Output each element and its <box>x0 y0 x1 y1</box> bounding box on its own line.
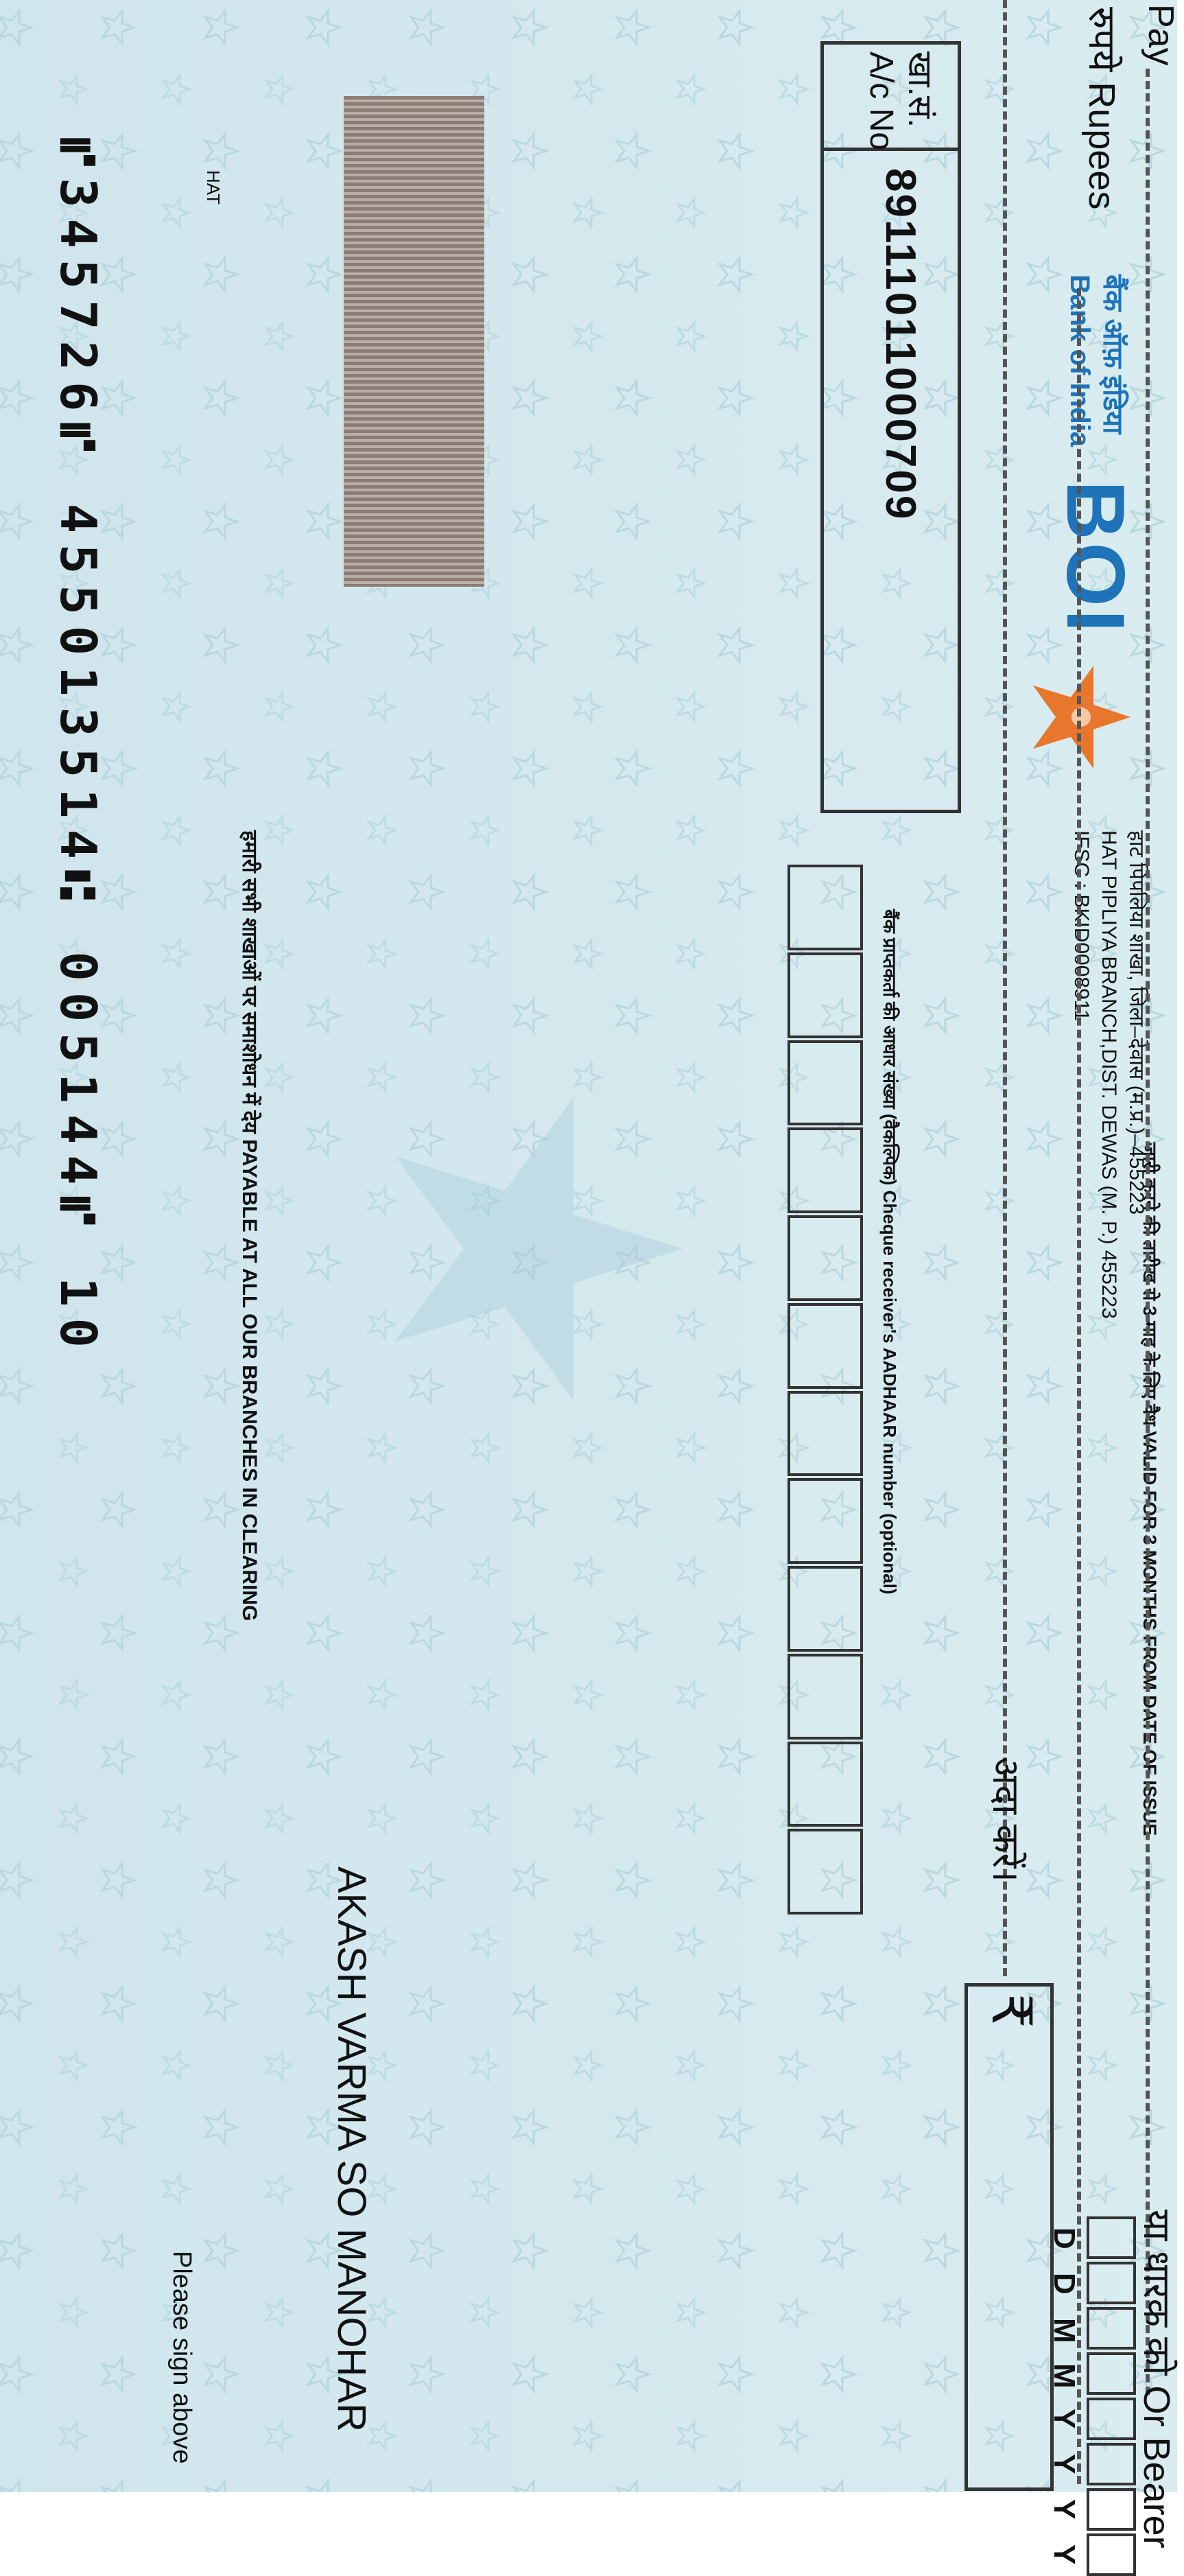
amount-words-line-2[interactable] <box>1003 0 1007 1976</box>
aadhaar-cell[interactable] <box>788 1566 863 1652</box>
aadhaar-cell[interactable] <box>788 1478 863 1564</box>
bank-abbr: BOI <box>1050 480 1141 635</box>
rupees-label-english: Rupees <box>1081 82 1122 210</box>
account-holder-name: AKASH VARMA SO MANOHAR <box>329 1866 374 2432</box>
account-label-hindi: खा.सं. <box>901 51 938 128</box>
aadhaar-cell[interactable] <box>788 1654 863 1740</box>
account-label-english: A/c No <box>863 51 899 151</box>
aadhaar-cell[interactable] <box>788 865 863 950</box>
date-cell[interactable] <box>1087 2488 1136 2531</box>
date-label: D <box>1047 2227 1081 2249</box>
pay-amount-label: अदा करें। <box>985 1757 1026 1882</box>
bank-logo <box>1013 274 1141 796</box>
aadhaar-cell[interactable] <box>788 1040 863 1126</box>
sign-prompt: Please sign above <box>167 2251 196 2464</box>
micr-line: ⑈345726⑈ 455013514⑆ 005144⑈ 10 <box>49 137 107 1359</box>
bank-name-hindi: बैंक ऑफ़ इंडिया <box>1098 274 1128 434</box>
date-cell[interactable] <box>1087 2443 1136 2485</box>
date-cell[interactable] <box>1087 2533 1136 2576</box>
aadhaar-cell[interactable] <box>788 1391 863 1477</box>
rupee-symbol: ₹ <box>981 1993 1042 2028</box>
aadhaar-label: बैंक प्राप्तकर्ता की आधार संख्या (वैकल्पिक) Cheque receiver's AADHAAR number (optional) <box>879 909 900 1595</box>
date-label: Y <box>1047 2409 1081 2429</box>
date-label: Y <box>1047 2544 1081 2565</box>
aadhaar-cell[interactable] <box>788 1303 863 1389</box>
security-hatch-block <box>344 96 484 587</box>
aadhaar-cell[interactable] <box>788 1127 863 1213</box>
rupees-label <box>1078 7 1129 209</box>
amount-box[interactable] <box>964 1983 1054 2491</box>
aadhaar-boxes[interactable] <box>788 865 863 1915</box>
ifsc-code: IFSC : BKID0008911 <box>1070 830 1093 1021</box>
account-box <box>820 41 961 813</box>
rupees-label-hindi: रुपये <box>1081 7 1122 72</box>
payable-note: हमारी सभी शाखाओं पर समाशोधन में देय PAYABLE AT ALL OUR BRANCHES IN CLEARING <box>238 830 261 1621</box>
date-label: M <box>1047 2363 1081 2389</box>
date-label: D <box>1047 2273 1081 2295</box>
date-cell[interactable] <box>1087 2216 1136 2259</box>
date-cell[interactable] <box>1087 2262 1136 2304</box>
amount-words-line-1[interactable] <box>1077 288 1081 2484</box>
pay-label: Pay <box>1141 4 1181 66</box>
aadhaar-cell[interactable] <box>788 1215 863 1301</box>
branch-address-hindi: हाट पिपलिया शाखा, जिला–देवास (म.प्र.)–455223 <box>1125 830 1148 1215</box>
payee-line[interactable] <box>1146 69 1150 2395</box>
bearer-label: या धारक को Or Bearer <box>1136 2210 1177 2549</box>
date-label: Y <box>1047 2499 1081 2520</box>
branch-code-hat: HAT <box>203 170 224 205</box>
aadhaar-cell[interactable] <box>788 1829 863 1915</box>
aadhaar-cell[interactable] <box>788 1742 863 1827</box>
validity-note: जारी करने की तारीख से 3 माह के लिए वैध VALID FOR 3 MONTHS FROM DATE OF ISSUE <box>1139 1143 1160 1836</box>
date-label: Y <box>1047 2454 1081 2474</box>
bank-name-english: Bank of India <box>1065 274 1095 447</box>
date-cell[interactable] <box>1087 2352 1136 2395</box>
branch-address-english: HAT PIPLIYA BRANCH,DIST. DEWAS (M. P.) 455223 <box>1098 830 1120 1319</box>
date-cell[interactable] <box>1087 2398 1136 2440</box>
account-number: 89111011000709 <box>877 168 924 522</box>
date-label: M <box>1047 2318 1081 2343</box>
aadhaar-cell[interactable] <box>788 952 863 1038</box>
date-cell[interactable] <box>1087 2307 1136 2350</box>
